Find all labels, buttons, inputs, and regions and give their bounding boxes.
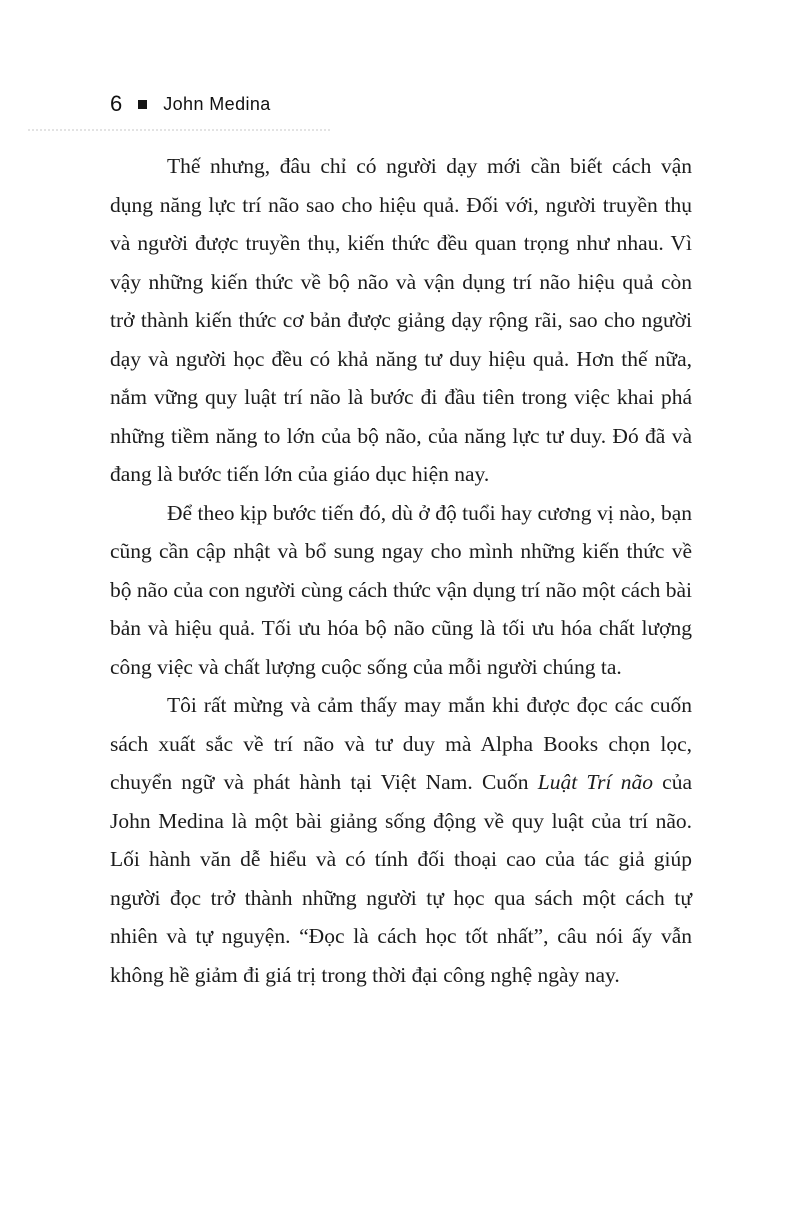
- paragraph-text: Để theo kịp bước tiến đó, dù ở độ tuổi hay cương vị nào, bạn cũng cần cập nhật và bổ sung ngay cho mình những kiến thức về bộ não của con người cùng cách thức vận dụng trí não một cách bài bản và hiệu quả. Tối ưu hóa bộ não cũng là tối ưu hóa chất lượng công việc và chất lượng cuộc sống của mỗi người chúng ta.: [110, 500, 692, 679]
- square-bullet-icon: [138, 100, 147, 109]
- paragraph-text: Tôi rất mừng và cảm thấy may mắn khi được đọc các cuốn sách xuất sắc về trí não và tư duy mà Alpha Books chọn lọc, chuyển ngữ và phát hành tại Việt Nam. Cuốn: [110, 693, 692, 794]
- book-title-italic: Luật Trí não: [537, 770, 653, 794]
- paragraph: [110, 686, 692, 994]
- paragraph: [110, 494, 692, 687]
- paragraph-text: Thế nhưng, đâu chỉ có người dạy mới cần biết cách vận dụng năng lực trí não sao cho hiệu quả. Đối với, người truyền thụ và người được truyền thụ, kiến thức đều quan trọng như nhau. Vì vậy những kiến thức về bộ não và vận dụng trí não hiệu quả còn trở thành kiến thức cơ bản được giảng dạy rộng rãi, sao cho người dạy và người học đều có khả năng tư duy hiệu quả. Hơn thế nữa, nắm vững quy luật trí não là bước đi đầu tiên trong việc khai phá những tiềm năng to lớn của bộ não, của năng lực tư duy. Đó đã và đang là bước tiến lớn của giáo dục hiện nay.: [110, 154, 692, 486]
- body-text: [110, 147, 692, 994]
- page-number: 6: [110, 91, 123, 116]
- paragraph-text: của John Medina là một bài giảng sống động về quy luật của trí não. Lối hành văn dễ hiểu và có tính đối thoại cao của tác giả giúp người đọc trở thành những người tự học qua sách một cách tự nhiên và tự nguyện. “Đọc là cách học tốt nhất”, câu nói ấy vẫn không hề giảm đi giá trị trong thời đại công nghệ ngày nay.: [110, 770, 692, 987]
- running-head-author: John Medina: [163, 94, 271, 114]
- page-header: [110, 93, 271, 115]
- paragraph: [110, 147, 692, 494]
- header-dotted-rule: [28, 129, 330, 131]
